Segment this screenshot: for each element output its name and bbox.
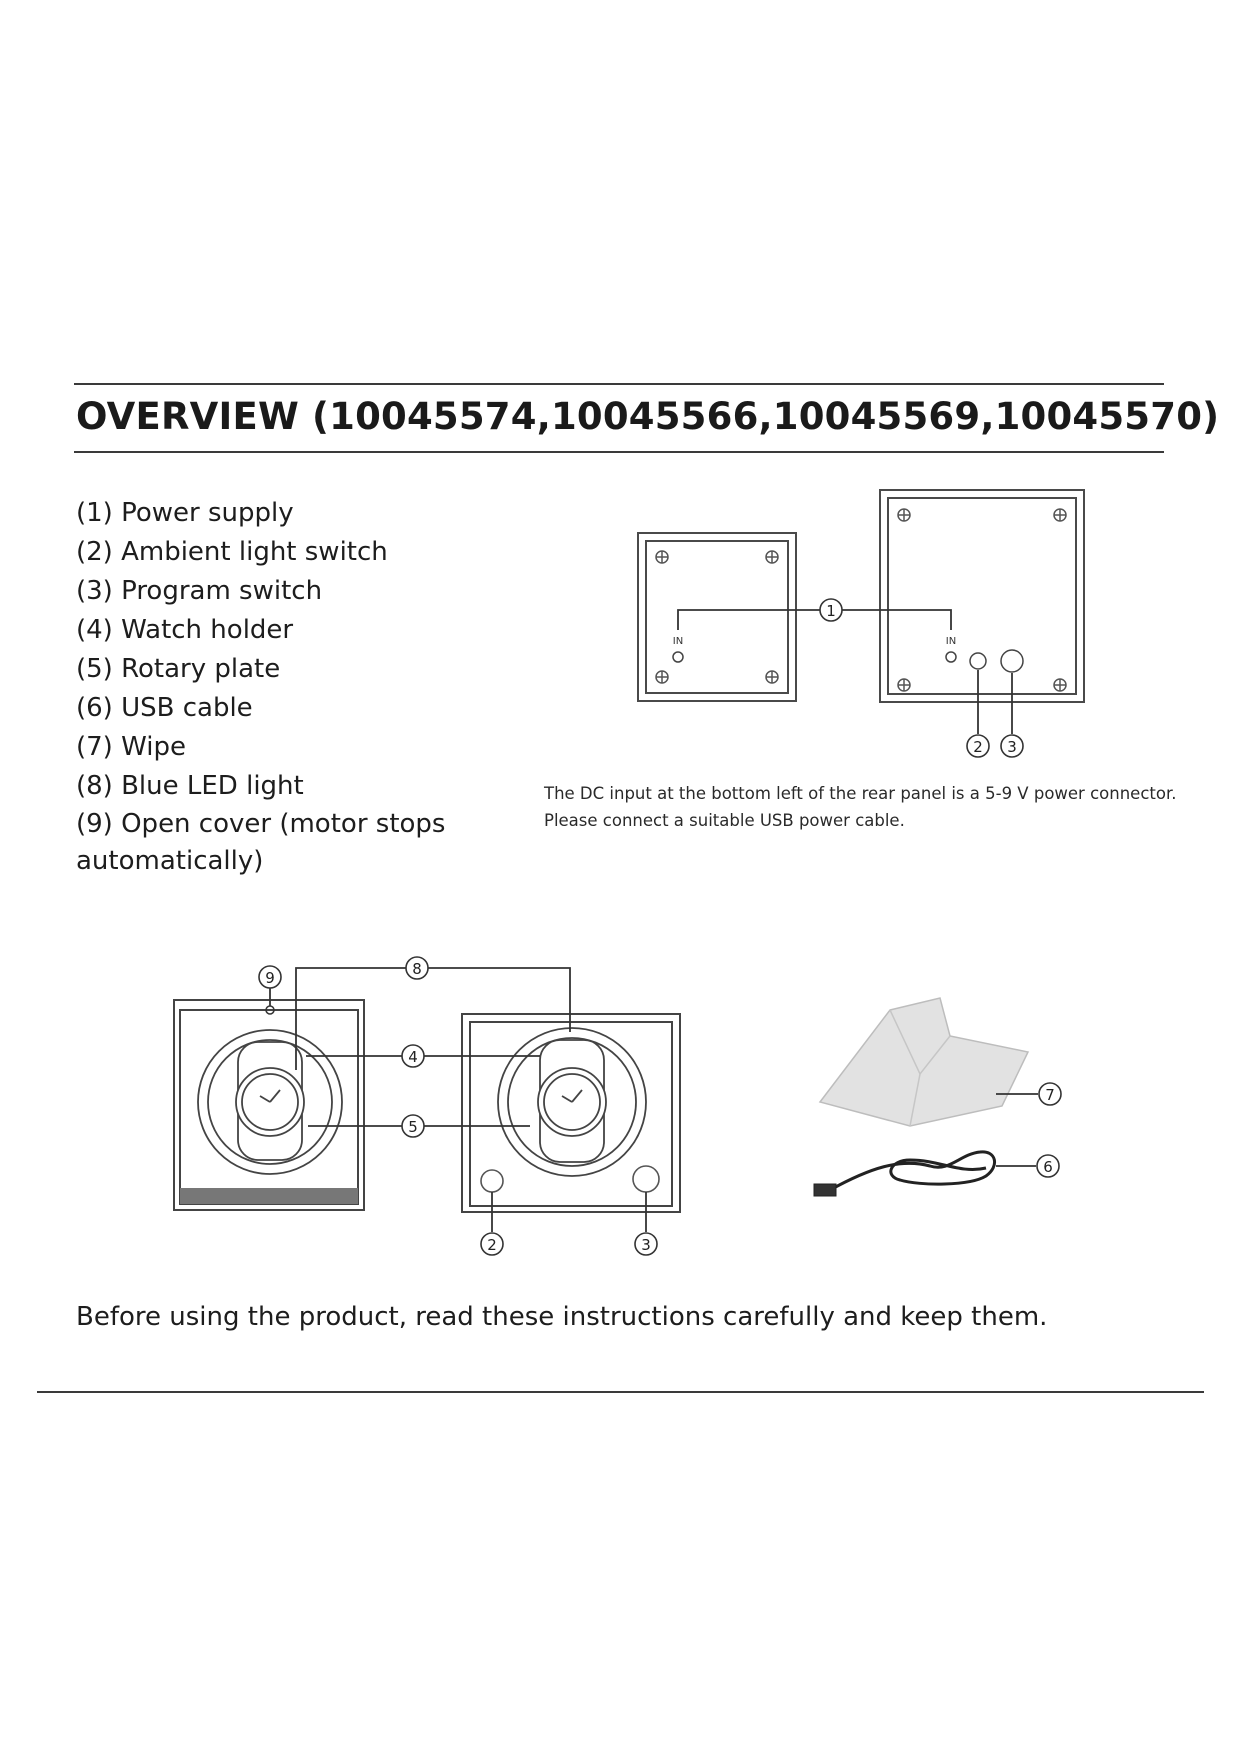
svg-text:8: 8 xyxy=(412,960,422,978)
svg-text:7: 7 xyxy=(1045,1086,1055,1104)
legend-item: (8) Blue LED light xyxy=(76,771,304,801)
callout-2 xyxy=(967,735,989,757)
callout-3 xyxy=(635,1233,657,1255)
callout-8 xyxy=(406,957,428,979)
legend-item: (2) Ambient light switch xyxy=(76,537,388,567)
program-switch-icon xyxy=(1001,650,1023,672)
in-label: IN xyxy=(672,636,684,647)
svg-text:2: 2 xyxy=(973,738,983,756)
callout-7 xyxy=(1039,1083,1061,1105)
callout-6 xyxy=(1037,1155,1059,1177)
svg-text:6: 6 xyxy=(1043,1158,1053,1176)
dc-input-port-icon xyxy=(673,652,683,662)
legend-item: (1) Power supply xyxy=(76,498,294,528)
top-rule xyxy=(74,383,1164,385)
in-label: IN xyxy=(945,636,957,647)
svg-text:1: 1 xyxy=(826,602,836,620)
legend-item: (6) USB cable xyxy=(76,693,253,723)
page-title: OVERVIEW (10045574,10045566,10045569,10045570) xyxy=(76,395,1220,438)
svg-text:9: 9 xyxy=(265,969,275,987)
svg-text:4: 4 xyxy=(408,1048,418,1066)
legend-item: (3) Program switch xyxy=(76,576,323,606)
legend-item: (4) Watch holder xyxy=(76,615,294,645)
svg-text:2: 2 xyxy=(487,1236,497,1254)
instructions-notice: Before using the product, read these instructions carefully and keep them. xyxy=(76,1302,1048,1332)
accessories-diagram xyxy=(800,990,1080,1230)
bottom-rule xyxy=(37,1391,1204,1393)
svg-text:5: 5 xyxy=(408,1118,418,1136)
dc-input-port-icon xyxy=(946,652,956,662)
light-switch-icon xyxy=(970,653,986,669)
watch-holder-left xyxy=(198,1030,342,1174)
callout-4 xyxy=(402,1045,424,1067)
legend-item: (9) Open cover (motor stops automatically) xyxy=(76,809,446,876)
parts-legend xyxy=(76,494,476,880)
callout-2 xyxy=(481,1233,503,1255)
svg-text:3: 3 xyxy=(1007,738,1017,756)
callout-1 xyxy=(820,599,842,621)
legend-item: (7) Wipe xyxy=(76,732,186,762)
screw-icon xyxy=(656,509,1066,691)
wipe-cloth-icon xyxy=(820,998,1028,1126)
rear-panel-diagram xyxy=(620,480,1100,770)
callout-9 xyxy=(259,966,281,988)
light-switch-icon xyxy=(481,1170,503,1192)
power-note-line: Please connect a suitable USB power cable. xyxy=(544,811,905,830)
title-underline xyxy=(74,451,1164,453)
base-strip xyxy=(180,1188,358,1204)
front-view-diagram xyxy=(160,930,720,1280)
callout-5 xyxy=(402,1115,424,1137)
watch-holder-right xyxy=(498,1028,646,1176)
power-note xyxy=(544,780,1184,834)
svg-text:3: 3 xyxy=(641,1236,651,1254)
program-switch-icon xyxy=(633,1166,659,1192)
power-note-line: The DC input at the bottom left of the rear panel is a 5-9 V power connector. xyxy=(544,784,1177,803)
usb-cable-icon xyxy=(814,1152,995,1196)
callout-3 xyxy=(1001,735,1023,757)
legend-item: (5) Rotary plate xyxy=(76,654,281,684)
